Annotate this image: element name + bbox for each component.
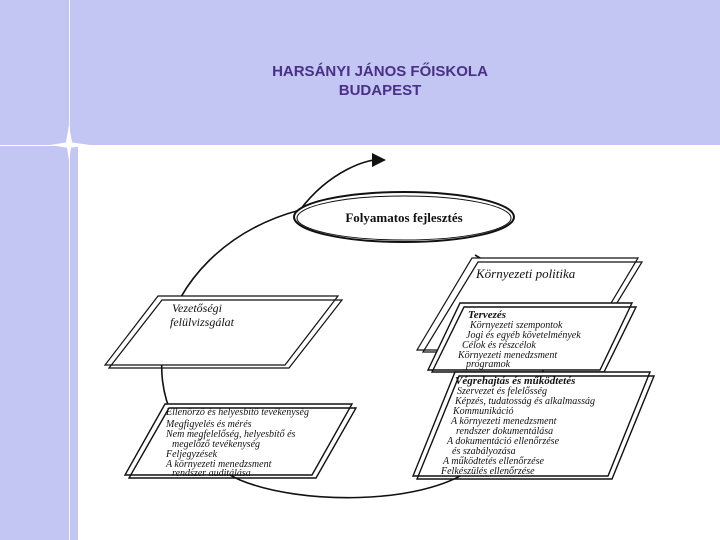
planning-item: Környezeti szempontok xyxy=(470,320,563,331)
sparkle-icon xyxy=(50,125,90,160)
checking-box xyxy=(125,404,356,479)
implementation-item: és szabályozása xyxy=(452,446,516,457)
implementation-item: A környezeti menedzsment xyxy=(451,416,557,427)
implementation-item: A működtetés ellenőrzése xyxy=(443,456,544,467)
checking-item: A környezeti menedzsment xyxy=(166,459,272,470)
planning-item: Célok és részcélok xyxy=(462,340,536,351)
implementation-item: A dokumentáció ellenőrzése xyxy=(447,436,560,447)
mgmt-review-line-1: Vezetőségi xyxy=(172,301,222,315)
planning-item: programok xyxy=(466,359,511,370)
mgmt-review-line-2: felülvizsgálat xyxy=(170,315,234,329)
implementation-item: Szervezet és felelősség xyxy=(457,386,547,397)
cycle-arrowhead-icon xyxy=(372,153,386,167)
env-policy-line: Környezeti politika xyxy=(476,266,576,281)
implementation-box xyxy=(413,372,654,479)
implementation-item: rendszer dokumentálása xyxy=(456,426,554,437)
checking-item: Feljegyzések xyxy=(166,449,218,460)
planning-item: Jogi és egyéb követelmények xyxy=(466,330,581,341)
planning-title: Tervezés xyxy=(468,309,507,321)
planning-box xyxy=(428,303,636,372)
title-line-2: BUDAPEST xyxy=(338,82,422,99)
title-line-1: HARSÁNYI JÁNOS FŐISKOLA xyxy=(272,63,488,80)
checking-title: Ellenőrző és helyesbítő tevékenység xyxy=(166,407,309,418)
implementation-item: Kommunikáció xyxy=(453,406,514,417)
checking-item: Nem megfelelőség, helyesbítő és xyxy=(166,429,296,440)
management-review-box xyxy=(105,296,342,368)
checking-item: megelőző tevékenység xyxy=(172,439,261,450)
implementation-title: Végrehajtás és működtetés xyxy=(455,375,576,387)
checking-item: rendszer auditálása xyxy=(172,468,251,479)
implementation-item: Felkészülés ellenőrzése xyxy=(441,466,535,477)
mgmt-review-label xyxy=(170,301,235,329)
implementation-item: Képzés, tudatosság és alkalmasság xyxy=(455,396,595,407)
planning-item: Környezeti menedzsment xyxy=(458,350,558,361)
checking-item: Megfigyelés és mérés xyxy=(166,419,252,430)
continuous-improvement-node xyxy=(294,192,514,242)
env-policy-label xyxy=(475,266,576,281)
center-label: Folyamatos fejlesztés xyxy=(345,210,463,225)
